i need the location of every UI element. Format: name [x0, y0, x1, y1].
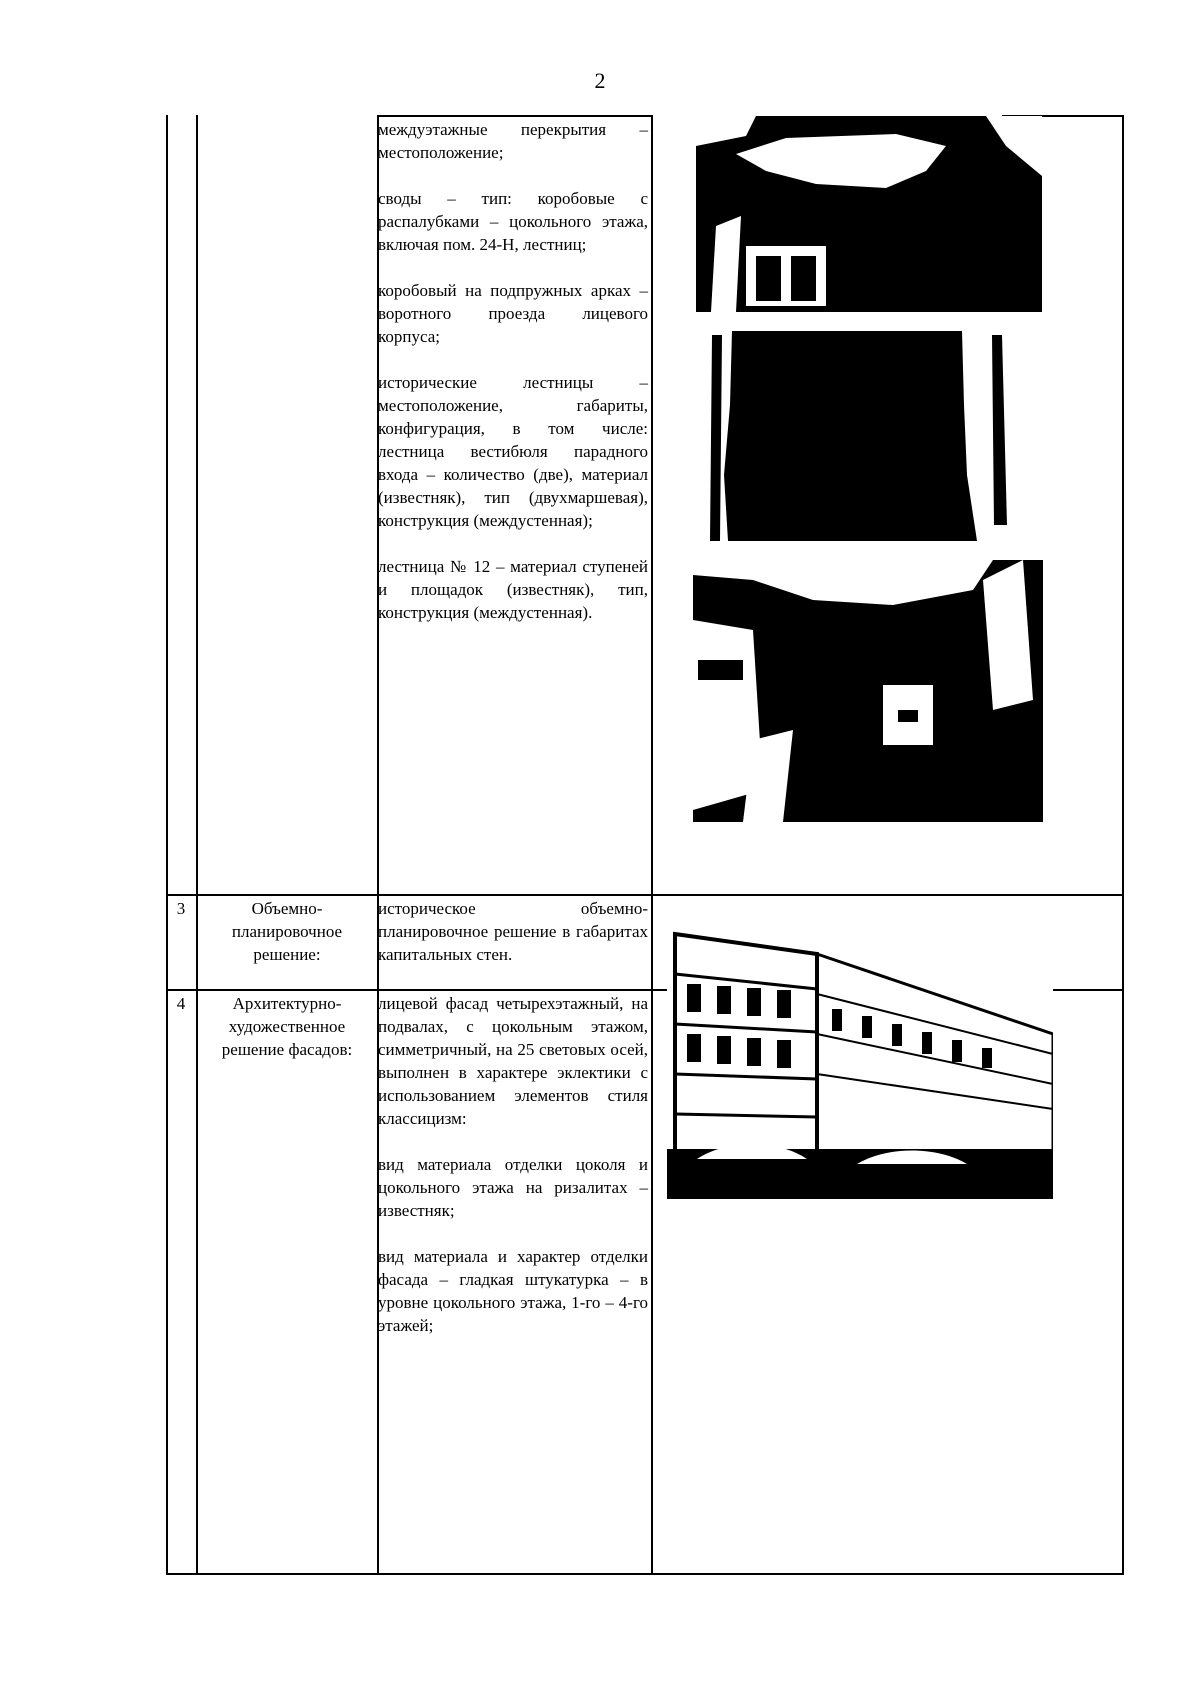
row-description — [378, 897, 648, 989]
description-paragraph: междуэтажные перекрытия – местоположение; — [378, 120, 648, 162]
description-paragraph: вид материала отделки цоколя и цокольного этажа на ризалитах – известняк; — [378, 1155, 648, 1220]
row-title: Объемно-планировочное решение: — [231, 899, 343, 964]
page-number: 2 — [594, 68, 606, 93]
table-border-top — [378, 115, 651, 117]
document-table — [166, 115, 1124, 1575]
table-border-bottom — [166, 1573, 1124, 1575]
description-paragraph: коробовый на подпружных арках – воротного проезда лицевого корпуса; — [378, 281, 648, 346]
staircase-photo — [693, 560, 1043, 822]
description-paragraph: историческое объемно-планировочное решение в габаритах капитальных стен. — [378, 899, 648, 964]
row-number: 3 — [176, 899, 186, 918]
description-paragraph: исторические лестницы – местоположение, габариты, конфигурация, в том числе: лестница вестибюля парадного входа – количество (две), материал (известняк), тип (двухмаршевая), конструкция (междустенная); — [378, 373, 648, 530]
row-divider-3 — [166, 894, 1124, 896]
row-title: Архитектурно-художественное решение фасадов: — [221, 994, 353, 1059]
row-description — [378, 992, 648, 1360]
vaulted-gateway-photo — [702, 325, 1030, 541]
table-divider-num — [196, 115, 198, 1575]
table-border-left — [166, 115, 168, 1575]
table-divider-desc — [651, 115, 653, 1575]
row-continued-description — [378, 118, 648, 647]
table-border-right — [1122, 115, 1124, 1575]
vault-ceiling-photo — [696, 116, 1042, 312]
description-paragraph: вид материала и характер отделки фасада – гладкая штукатурка – в уровне цокольного этажа, 1-го – 4-го этажей; — [378, 1247, 648, 1335]
description-paragraph: лицевой фасад четырехэтажный, на подвалах, с цокольным этажом, симметричный, на 25 световых осей, выполнен в характере эклектики с использованием элементов стиля классицизм: — [378, 994, 648, 1128]
row-number: 4 — [176, 994, 186, 1013]
facade-photo — [667, 914, 1053, 1199]
description-paragraph: своды – тип: коробовые с распалубками – цокольного этажа, включая пом. 24-Н, лестниц; — [378, 189, 648, 254]
description-paragraph: лестница № 12 – материал ступеней и площадок (известняк), тип, конструкция (междустенная). — [378, 557, 648, 622]
